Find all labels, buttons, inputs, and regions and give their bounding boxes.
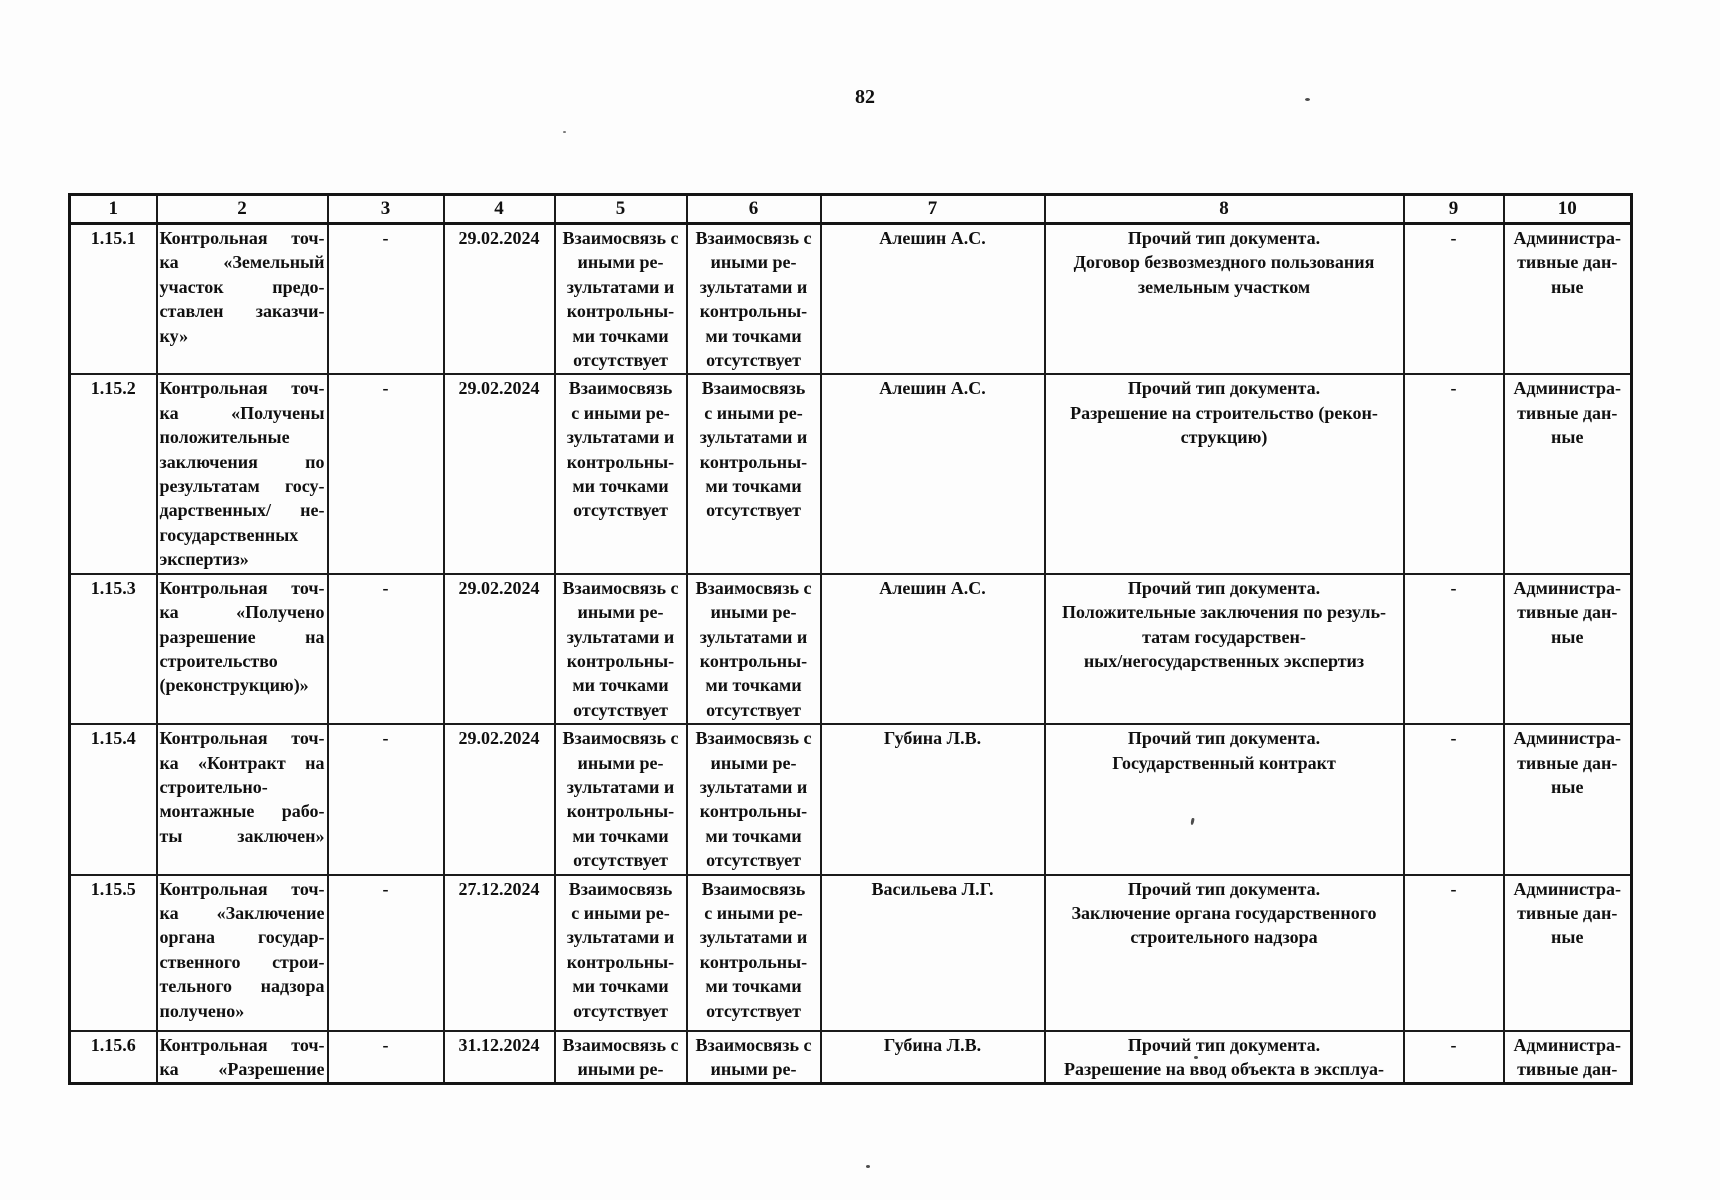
control-point-name-cell: Контрольная точ- ка «Получены положительные заключения по результатам госу- дарственных/ не- государственных экспертиз» (157, 374, 328, 573)
table-header-row (70, 195, 1632, 224)
row-id-cell: 1.15.2 (70, 374, 157, 573)
document-type-cell: Прочий тип документа. Государственный контракт (1045, 724, 1404, 874)
document-type-cell: Прочий тип документа. Договор безвозмездного пользования земельным участком (1045, 224, 1404, 375)
column-header-8: 8 (1045, 195, 1404, 224)
row-id-cell: 1.15.4 (70, 724, 157, 874)
responsible-cell: Губина Л.В. (821, 724, 1045, 874)
col3-cell: - (328, 374, 444, 573)
data-type-cell: Администра- тивные дан- ные (1504, 374, 1632, 573)
row-id-cell: 1.15.5 (70, 875, 157, 1031)
deadline-cell: 29.02.2024 (444, 724, 555, 874)
col3-cell: - (328, 1031, 444, 1084)
document-type-cell: Прочий тип документа. Разрешение на строительство (рекон- струкцию) (1045, 374, 1404, 573)
control-point-name-cell: Контрольная точ- ка «Контракт на строительно- монтажные рабо- ты заключен» (157, 724, 328, 874)
relation-points-cell: Взаимосвязь с иными ре- зультатами и контрольны- ми точками отсутствует (687, 724, 821, 874)
document-type-cell: Прочий тип документа. Заключение органа государственного строительного надзора (1045, 875, 1404, 1031)
table-row (70, 224, 1632, 375)
column-header-3: 3 (328, 195, 444, 224)
column-header-4: 4 (444, 195, 555, 224)
data-type-cell: Администра- тивные дан- ные (1504, 224, 1632, 375)
column-header-10: 10 (1504, 195, 1632, 224)
relation-points-cell: Взаимосвязь с иными ре- зультатами и контрольны- ми точками отсутствует (687, 224, 821, 375)
col9-cell: - (1404, 224, 1504, 375)
relation-results-cell: Взаимосвязь с иными ре- зультатами и контрольны- ми точками отсутствует (555, 724, 687, 874)
data-type-cell: Администра- тивные дан- ные (1504, 574, 1632, 724)
table-row (70, 574, 1632, 724)
relation-points-cell: Взаимосвязь с иными ре- зультатами и контрольны- ми точками отсутствует (687, 374, 821, 573)
deadline-cell: 27.12.2024 (444, 875, 555, 1031)
column-header-6: 6 (687, 195, 821, 224)
col9-cell: - (1404, 574, 1504, 724)
col3-cell: - (328, 724, 444, 874)
col9-cell: - (1404, 374, 1504, 573)
data-type-cell: Администра- тивные дан- ные (1504, 875, 1632, 1031)
col9-cell: - (1404, 875, 1504, 1031)
control-point-name-cell: Контрольная точ- ка «Разрешение (157, 1031, 328, 1084)
scan-artifact (563, 131, 566, 133)
column-header-7: 7 (821, 195, 1045, 224)
table-row (70, 374, 1632, 573)
scan-artifact (866, 1165, 870, 1168)
page-number: 82 (855, 86, 875, 108)
table-row (70, 1031, 1632, 1084)
responsible-cell: Алешин А.С. (821, 574, 1045, 724)
row-id-cell: 1.15.1 (70, 224, 157, 375)
responsible-cell: Алешин А.С. (821, 224, 1045, 375)
scan-artifact (1305, 98, 1310, 101)
relation-points-cell: Взаимосвязь с иными ре- зультатами и контрольны- ми точками отсутствует (687, 574, 821, 724)
column-header-2: 2 (157, 195, 328, 224)
column-header-9: 9 (1404, 195, 1504, 224)
col3-cell: - (328, 875, 444, 1031)
column-header-1: 1 (70, 195, 157, 224)
control-point-name-cell: Контрольная точ- ка «Получено разрешение на строительство (реконструкцию)» (157, 574, 328, 724)
col3-cell: - (328, 574, 444, 724)
scan-artifact (1194, 1056, 1198, 1059)
deadline-cell: 29.02.2024 (444, 374, 555, 573)
document-type-cell: Прочий тип документа. Положительные заключения по резуль- татам государствен- ных/негосударственных экспертиз (1045, 574, 1404, 724)
relation-results-cell: Взаимосвязь с иными ре- зультатами и контрольны- ми точками отсутствует (555, 374, 687, 573)
deadline-cell: 29.02.2024 (444, 224, 555, 375)
table-row (70, 724, 1632, 874)
row-id-cell: 1.15.3 (70, 574, 157, 724)
column-header-5: 5 (555, 195, 687, 224)
control-point-name-cell: Контрольная точ- ка «Земельный участок предо- ставлен заказчи- ку» (157, 224, 328, 375)
relation-results-cell: Взаимосвязь с иными ре- зультатами и контрольны- ми точками отсутствует (555, 574, 687, 724)
relation-results-cell: Взаимосвязь с иными ре- (555, 1031, 687, 1084)
row-id-cell: 1.15.6 (70, 1031, 157, 1084)
responsible-cell: Алешин А.С. (821, 374, 1045, 573)
deadline-cell: 31.12.2024 (444, 1031, 555, 1084)
data-type-cell: Администра- тивные дан- ные (1504, 724, 1632, 874)
responsible-cell: Губина Л.В. (821, 1031, 1045, 1084)
control-points-table (68, 193, 1633, 1085)
control-point-name-cell: Контрольная точ- ка «Заключение органа государ- ственного строи- тельного надзора получено» (157, 875, 328, 1031)
relation-points-cell: Взаимосвязь с иными ре- (687, 1031, 821, 1084)
relation-results-cell: Взаимосвязь с иными ре- зультатами и контрольны- ми точками отсутствует (555, 875, 687, 1031)
deadline-cell: 29.02.2024 (444, 574, 555, 724)
relation-results-cell: Взаимосвязь с иными ре- зультатами и контрольны- ми точками отсутствует (555, 224, 687, 375)
table-row (70, 875, 1632, 1031)
document-type-cell: Прочий тип документа. Разрешение на ввод объекта в эксплуа- (1045, 1031, 1404, 1084)
relation-points-cell: Взаимосвязь с иными ре- зультатами и контрольны- ми точками отсутствует (687, 875, 821, 1031)
data-type-cell: Администра- тивные дан- (1504, 1031, 1632, 1084)
col3-cell: - (328, 224, 444, 375)
col9-cell: - (1404, 1031, 1504, 1084)
col9-cell: - (1404, 724, 1504, 874)
responsible-cell: Васильева Л.Г. (821, 875, 1045, 1031)
